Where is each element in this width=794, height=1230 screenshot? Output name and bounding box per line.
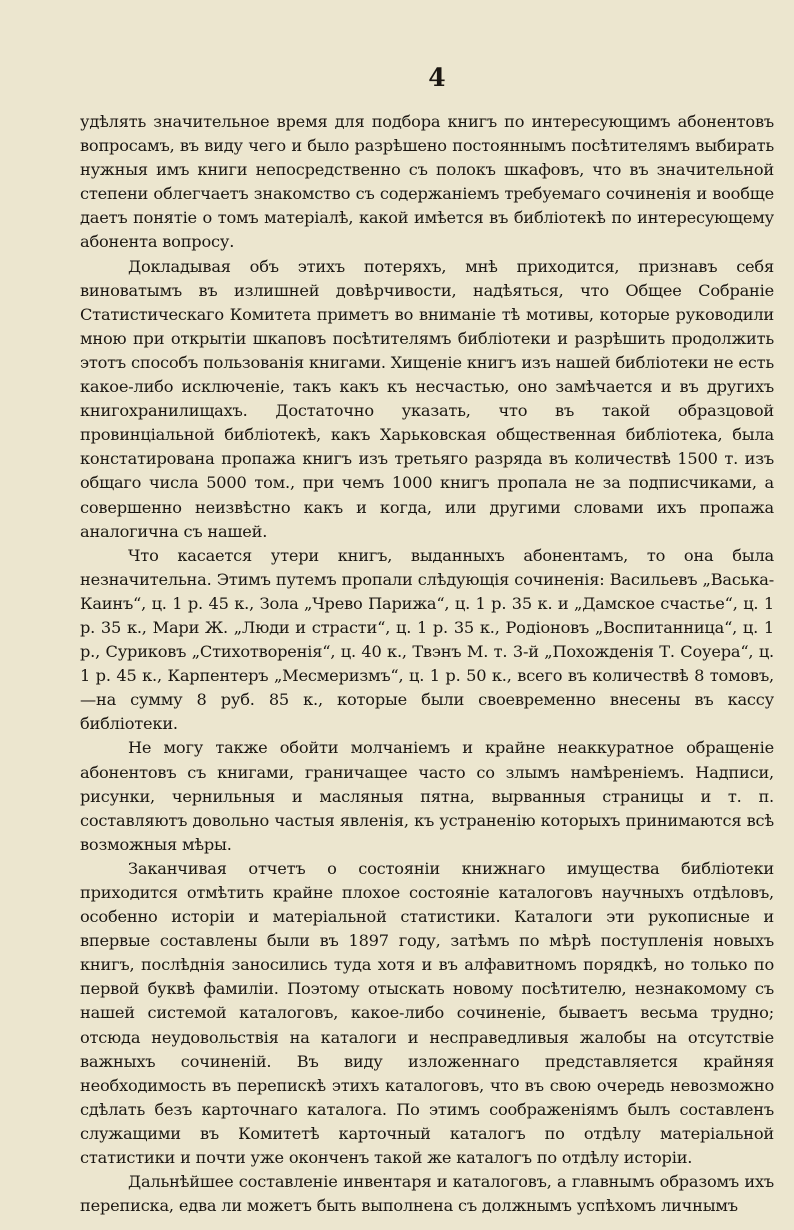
paragraph-catalogs: Заканчивая отчетъ о состояніи книжнаго имущества библіотеки приходится отмѣтить крайне плохое состояніе каталоговъ научныхъ отдѣловъ, особенно исторіи и матеріальной статистики. Каталоги эти рукописные и впервые составлены были въ 1897 году, затѣмъ по мѣрѣ поступленія новыхъ книгъ, послѣднія заносились туда хотя и въ алфавитномъ порядкѣ, но только по первой буквѣ фамиліи. Поэтому отыскать новому посѣтителю, незнакомому съ нашей системой каталоговъ, какое-либо сочиненіе, бываетъ весьма трудно; отсюда неудовольствія на каталоги и несправедливыя жалобы на отсутствіе важныхъ сочиненій. Въ виду изложеннаго представляется крайняя необходимость въ перепискѣ этихъ каталоговъ, что въ свою очередь невозможно сдѣлать безъ карточнаго каталога. По этимъ соображеніямъ былъ составленъ служащими въ Комитетѣ карточный каталогъ по отдѣлу матеріальной статистики и почти уже оконченъ такой же каталогъ по отдѣлу исторіи. xyxy=(80,858,774,1168)
paragraph-continuation: удѣлять значительное время для подбора книгъ по интересующимъ абонентовъ вопросамъ, въ виду чего и было разрѣшено постояннымъ посѣтителямъ выбирать нужныя имъ книги непосредственно съ полокъ шкафовъ, что въ значительной степени облегчаетъ знакомство съ содержаніемъ требуемаго сочиненія и вообще даетъ понятіе о томъ матеріалѣ, какой имѣется въ библіотекѣ по интересующему абонента вопросу. xyxy=(80,112,774,252)
body-text xyxy=(80,110,774,1218)
paragraph-lost-books: Что касается утери книгъ, выданныхъ абонентамъ, то она была незначительна. Этимъ путемъ пропали слѣдующія сочиненія: Васильевъ „Васька-Каинъ“, ц. 1 р. 45 к., Зола „Чрево Парижа“, ц. 1 р. 35 к. и „Дамское счастье“, ц. 1 р. 35 к., Мари Ж. „Люди и страсти“, ц. 1 р. 35 к., Родіоновъ „Воспитанница“, ц. 1 р., Суриковъ „Стихотворенія“, ц. 40 к., Твэнъ М. т. 3-й „Похожденія Т. Соуера“, ц. 1 р. 45 к., Карпентеръ „Месмеризмъ“, ц. 1 р. 50 к., всего въ количествѣ 8 томовъ,—на сумму 8 руб. 85 к., которые были своевременно внесены въ кассу библіотеки. xyxy=(80,545,774,734)
paragraph-inventory: Дальнѣйшее составленіе инвентаря и каталоговъ, а главнымъ образомъ ихъ переписка, едва ли можетъ быть выполнена съ должнымъ успѣхомъ личнымъ xyxy=(80,1172,774,1216)
page-number: 4 xyxy=(428,63,446,92)
paragraph-careless-handling: Не могу также обойти молчаніемъ и крайне неаккуратное обращеніе абонентовъ съ книгами, граничащее часто со злымъ намѣреніемъ. Надписи, рисунки, чернильныя и масляныя пятна, вырванныя страницы и т. п. составляютъ довольно частыя явленія, къ устраненію которыхъ принимаются всѣ возможныя мѣры. xyxy=(80,738,774,854)
paragraph-losses: Докладывая объ этихъ потеряхъ, мнѣ приходится, признавъ себя виноватымъ въ излишней довѣрчивости, надѣяться, что Общее Собраніе Статистическаго Комитета приметъ во вниманіе тѣ мотивы, которые руководили мною при открытіи шкаповъ посѣтителямъ библіотеки и разрѣшить продолжить этотъ способъ пользованія книгами. Хищеніе книгъ изъ нашей библіотеки не есть какое-либо исключеніе, такъ какъ къ несчастью, оно замѣчается и въ другихъ книгохранилищахъ. Достаточно указать, что въ такой образцовой провинціальной библіотекѣ, какъ Харьковская общественная библіотека, была констатирована пропажа книгъ изъ третьяго разряда въ количествѣ 1500 т. изъ общаго числа 5000 том., при чемъ 1000 книгъ пропала не за подписчиками, а совершенно неизвѣстно какъ и когда, или другими словами ихъ пропажа аналогична съ нашей. xyxy=(80,256,774,541)
